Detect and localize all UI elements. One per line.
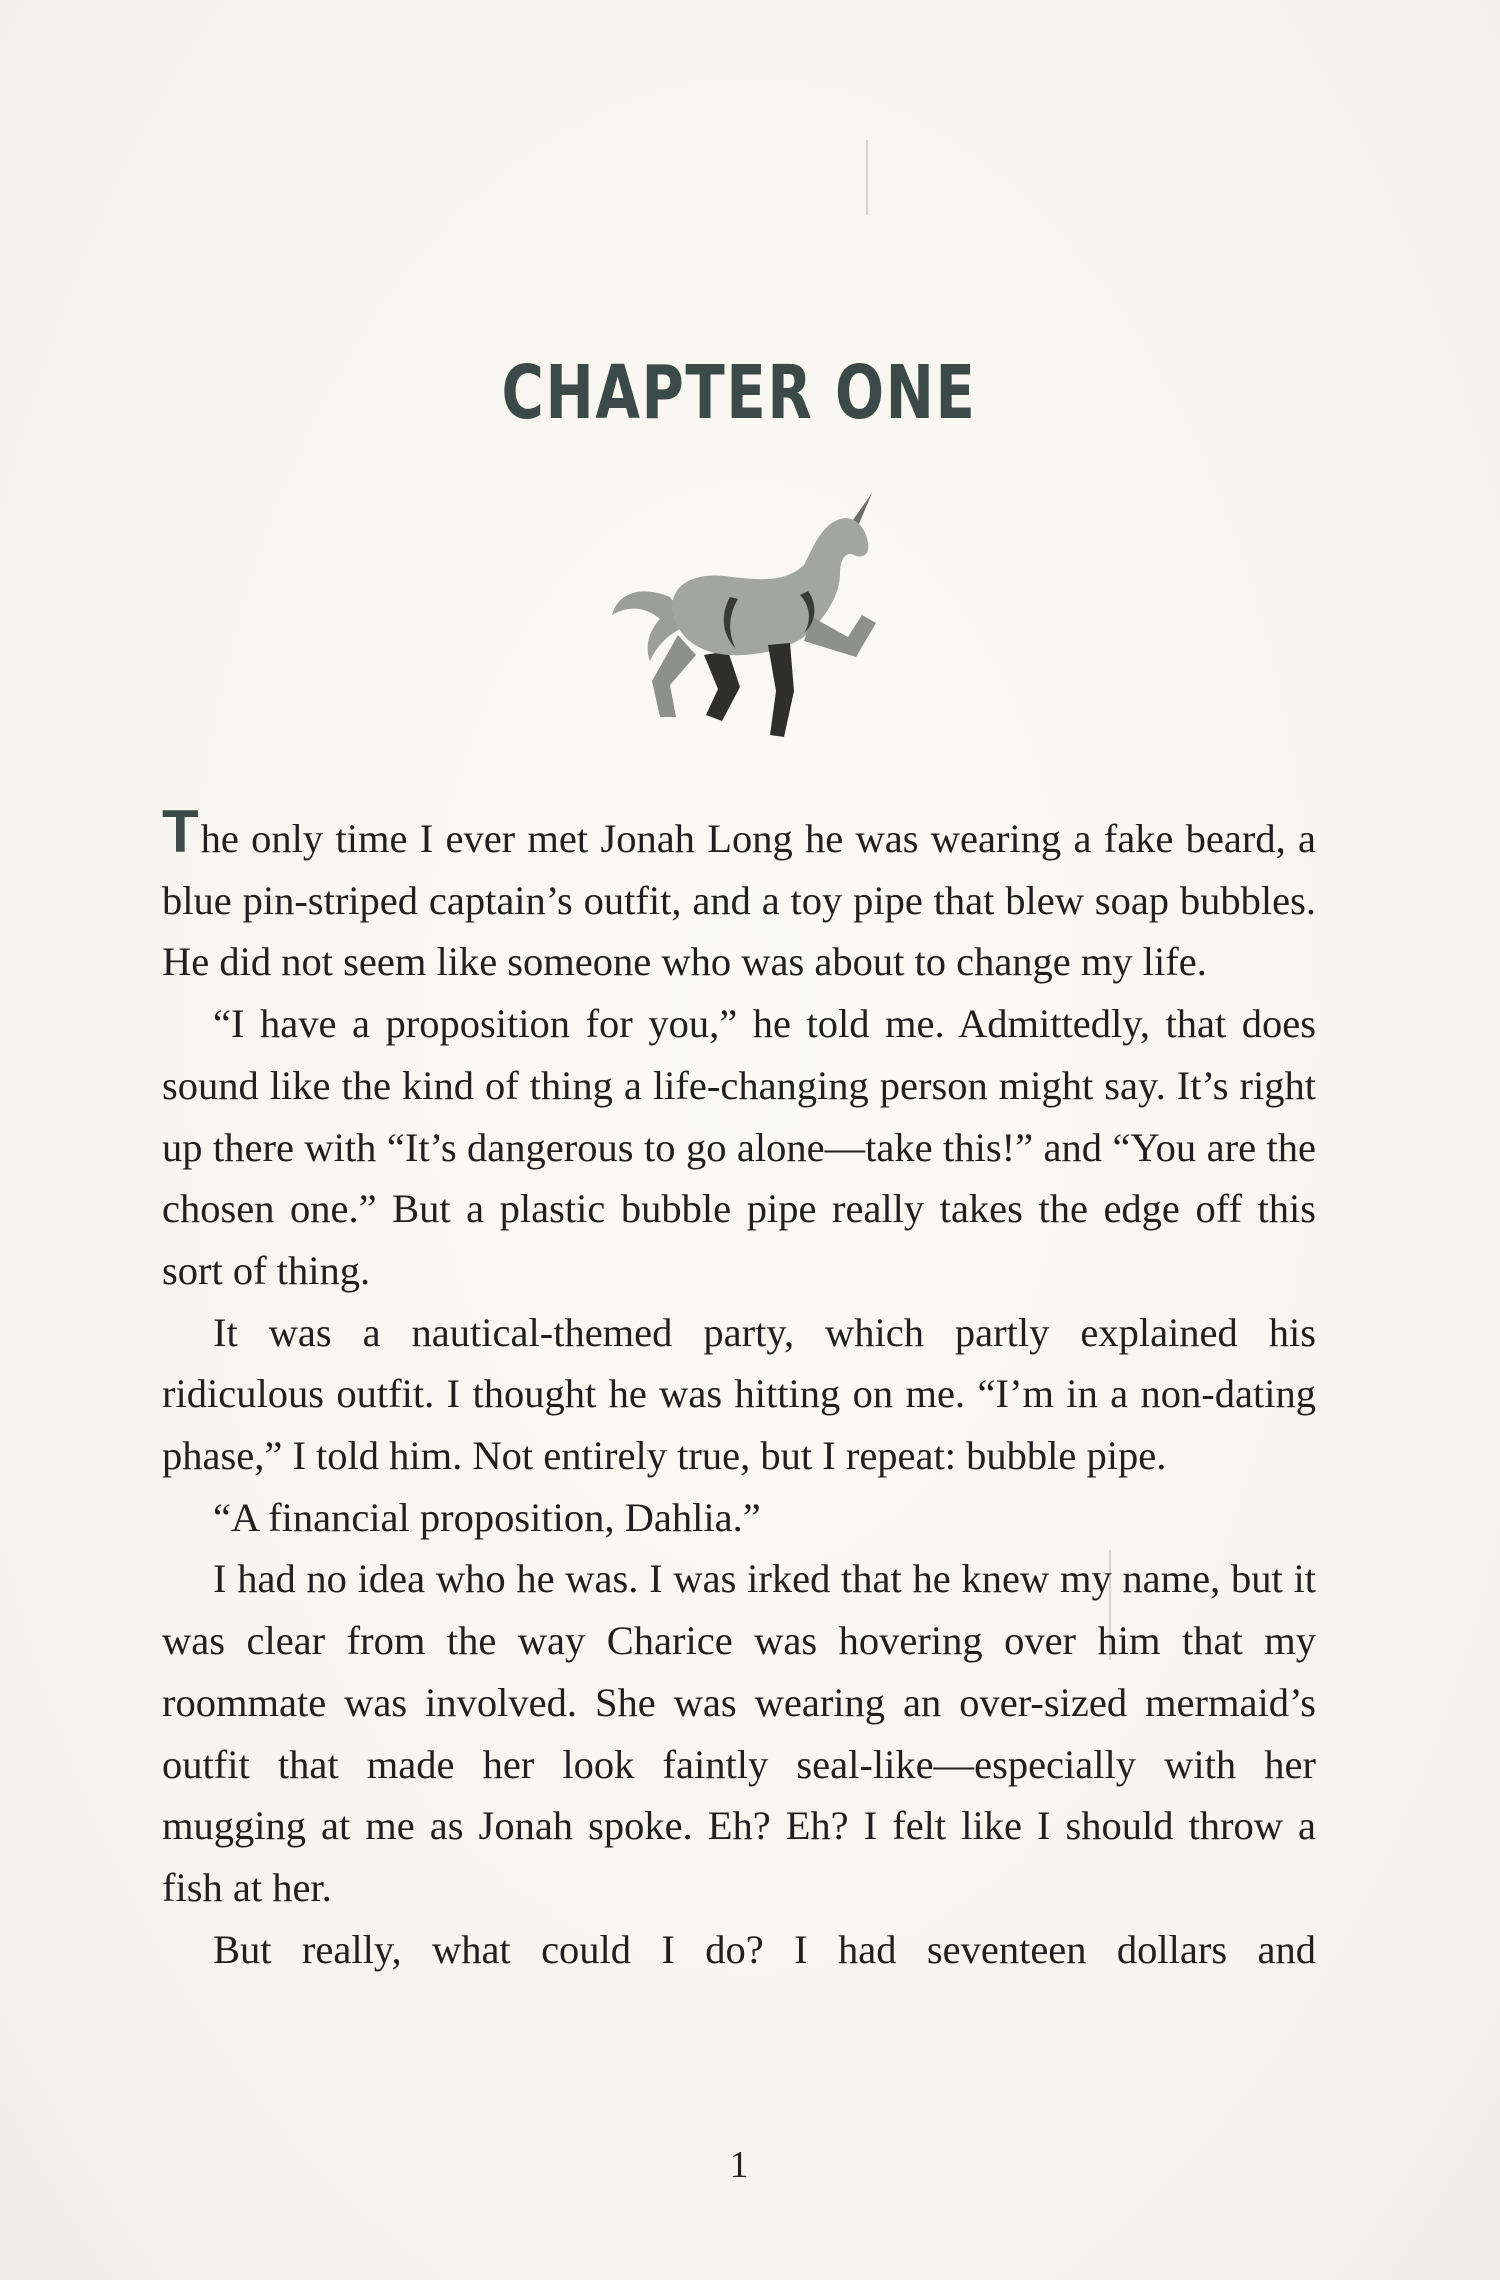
chapter-title: CHAPTER ONE [501,350,977,436]
paragraph: “I have a proposition for you,” he told me. Admittedly, that does sound like the kind of thing a life-changing person might say. It’s right up there with “It’s dangerous to go alone—take this!” and “You are the chosen one.” But a plastic bubble pipe really takes the edge off this sort of thing. [162,1001,1316,1293]
drop-cap: T [162,798,199,865]
chapter-body [162,798,1316,1980]
page-number: 1 [729,2144,749,2186]
paragraph [162,798,1316,993]
paragraph: But really, what could I do? I had seventeen dollars and [213,1926,1316,1972]
paragraph: It was a nautical-themed party, which partly explained his ridiculous outfit. I thought he was hitting on me. “I’m in a non-dating phase,” I told him. Not entirely true, but I repeat: bubble pipe. [162,1309,1316,1479]
paragraph: I had no idea who he was. I was irked that he knew my name, but it was clear from the way Charice was hovering over him that my roommate was involved. She was wearing an over-sized mermaid’s outfit that made her look faintly seal-like—especially with her mugging at me as Jonah spoke. Eh? Eh? I felt like I should throw a fish at her. [162,1556,1316,1910]
paragraph: “A financial proposition, Dahlia.” [213,1494,761,1540]
scan-mark [866,140,868,215]
paragraph-text: he only time I ever met Jonah Long he was wearing a fake beard, a blue pin-striped captain’s outfit, and a toy pipe that blew soap bubbles. He did not seem like someone who was about to change my life. [162,816,1316,985]
unicorn-icon [600,485,890,745]
